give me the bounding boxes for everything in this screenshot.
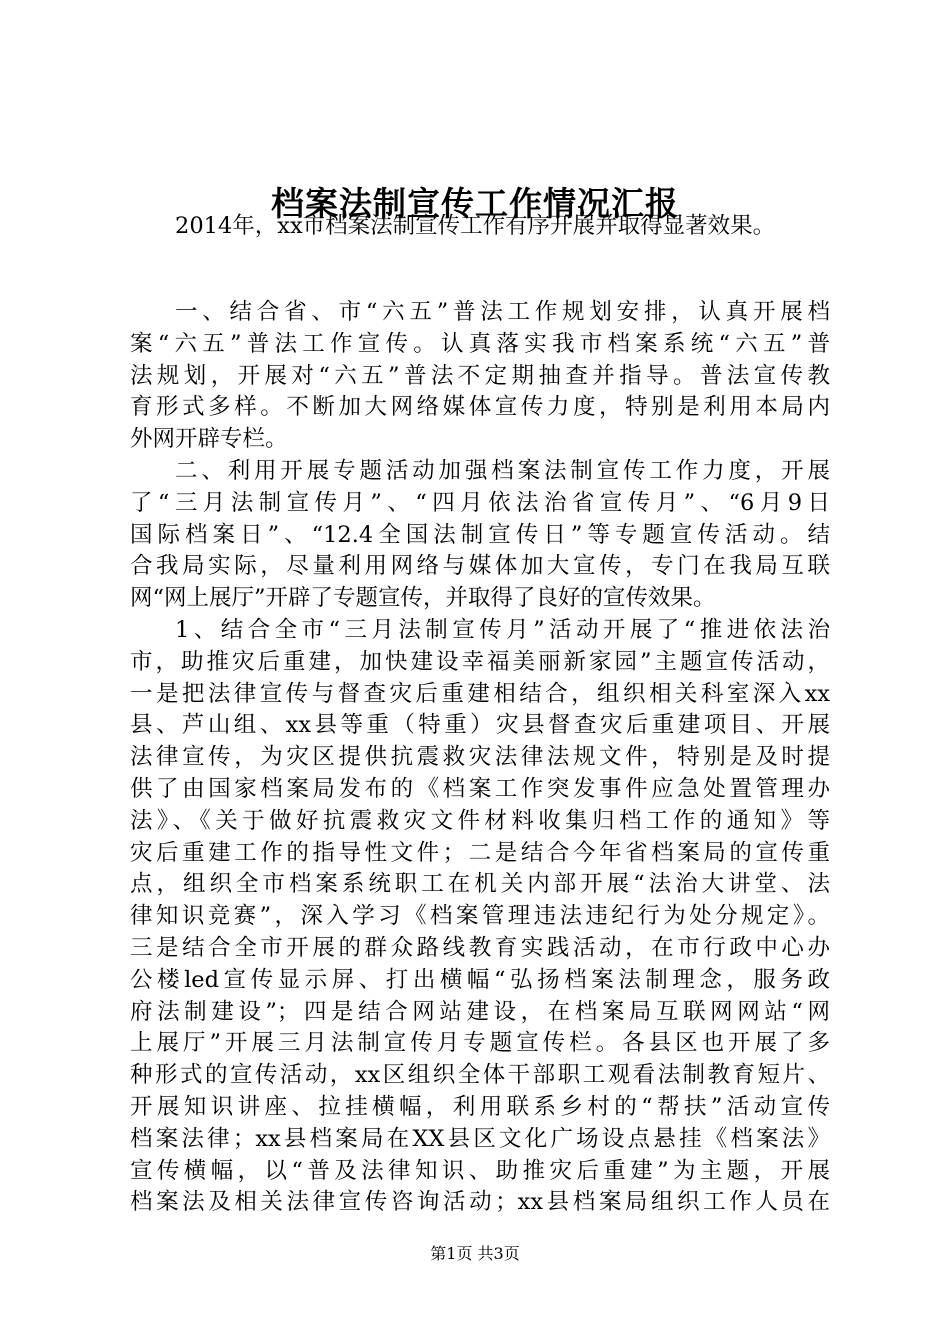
text-line: 公楼led宣传显示屏、打出横幅“弘扬档案法制理念，服务政: [130, 966, 830, 993]
text-line: 宣传横幅，以“普及法律知识、助推灾后重建”为主题，开展: [130, 1157, 830, 1184]
text-line: 二、利用开展专题活动加强档案法制宣传工作力度，开展: [175, 457, 830, 484]
text-line: 点，组织全市档案系统职工在机关内部开展“法治大讲堂、法: [130, 871, 830, 898]
intro-line: 2014年，xx市档案法制宣传工作有序开展并取得显著效果。: [175, 213, 776, 239]
text-line: 法律宣传，为灾区提供抗震救灾法律法规文件，特别是及时提: [130, 744, 830, 771]
text-line: 县、芦山组、xx县等重（特重）灾县督查灾后重建项目、开展: [130, 712, 830, 739]
document-title: 档案法制宣传工作情况汇报: [271, 184, 679, 223]
text-line: 一、结合省、市“六五”普法工作规划安排，认真开展档: [175, 299, 830, 325]
text-line: 档案法律；xx县档案局在XX县区文化广场设点悬挂《档案法》: [130, 1125, 830, 1152]
text-line: 灾后重建工作的指导性文件；二是结合今年省档案局的宣传重: [130, 839, 830, 866]
page-footer: 第1页 共3页: [430, 1244, 520, 1263]
text-line: 一是把法律宣传与督查灾后重建相结合，组织相关科室深入xx: [130, 680, 830, 707]
text-line: 案“六五”普法工作宣传。认真落实我市档案系统“六五”普: [130, 330, 830, 357]
text-line: 网“网上展厅”开辟了专题宣传，并取得了良好的宣传效果。: [130, 585, 716, 612]
text-line: 国际档案日”、“12.4全国法制宣传日”等专题宣传活动。结: [130, 521, 830, 548]
text-line: 合我局实际，尽量利用网络与媒体加大宣传，专门在我局互联: [130, 553, 830, 580]
text-line: 律知识竞赛”，深入学习《档案管理违法违纪行为处分规定》。: [130, 903, 830, 930]
text-line: 种形式的宣传活动，xx区组织全体干部职工观看法制教育短片、: [130, 1062, 830, 1089]
text-line: 府法制建设”；四是结合网站建设，在档案局互联网网站“网: [130, 998, 830, 1025]
text-line: 育形式多样。不断加大网络媒体宣传力度，特别是利用本局内: [130, 394, 830, 421]
intro-paragraph: [130, 211, 830, 243]
text-line: 上展厅”开展三月法制宣传月专题宣传栏。各县区也开展了多: [130, 1030, 830, 1057]
text-line: 市，助推灾后重建，加快建设幸福美丽新家园”主题宣传活动，: [130, 648, 830, 675]
text-line: 档案法及相关法律宣传咨询活动；xx县档案局组织工作人员在: [130, 1189, 830, 1216]
text-line: 了“三月法制宣传月”、“四月依法治省宣传月”、“6月9日: [130, 489, 830, 516]
text-line: 法》、《关于做好抗震救灾文件材料收集归档工作的通知》等: [130, 807, 830, 834]
text-line: 开展知识讲座、拉挂横幅，利用联系乡村的“帮扶”活动宣传: [130, 1093, 830, 1120]
text-line: 供了由国家档案局发布的《档案工作突发事件应急处置管理办: [130, 775, 830, 802]
body-text: [130, 297, 830, 1219]
text-line: 外网开辟专栏。: [130, 426, 288, 453]
text-line: 1、结合全市“三月法制宣传月”活动开展了“推进依法治: [175, 616, 830, 643]
text-line: 三是结合全市开展的群众路线教育实践活动，在市行政中心办: [130, 934, 830, 961]
text-line: 法规划，开展对“六五”普法不定期抽查并指导。普法宣传教: [130, 362, 830, 389]
